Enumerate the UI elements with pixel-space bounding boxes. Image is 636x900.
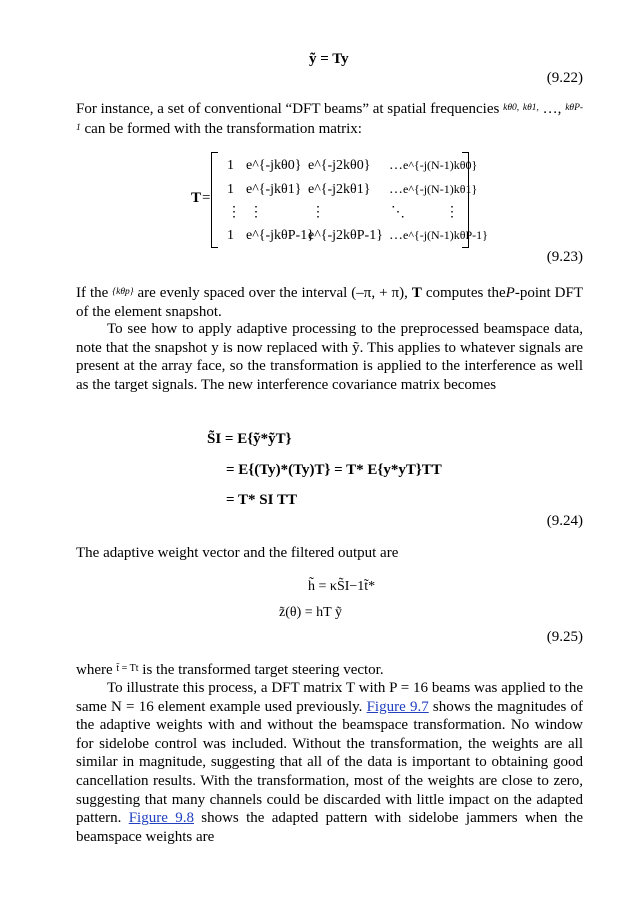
matrix-cell: 1	[227, 182, 234, 197]
paragraph-illustrate-process: To illustrate this process, a DFT matrix T with P = 16 beams was applied to the same N = 16 element example used previously. Figure 9.7 shows the magnitudes of the adaptive weights with and without the beamspace transformation. No window for sidelobe control was included. Without the transformation, the weights are all similar in magnitude, suggesting that all of the data is important to obtaining good cancellation results. With the transformation, most of the weights are close to zero, suggesting that many channels could be discarded with little impact on the adapted pattern. Figure 9.8 shows the adapted pattern with sidelobe jammers when the beamspace weights are	[76, 680, 584, 845]
matrix-cell: e^{-j(N-1)kθ0}	[403, 158, 478, 172]
symbol-k-theta-0: kθ0,	[503, 103, 520, 113]
matrix-cell: ⋮	[445, 205, 459, 220]
equation-9-24-line-1: S̃I = E{ỹ*ỹT}	[207, 431, 292, 447]
equation-9-23-matrix: T = 1 e^{-jkθ0} e^{-j2kθ0} … 1 e^{-jkθ1} e^{-j2kθ1} … ⋮ ⋮ ⋮ ⋱ 1 e^{-jkθP-1} e^{-j2kθP-1} …	[191, 152, 471, 248]
matrix-cell: ⋮	[311, 205, 325, 220]
matrix-left-bracket	[211, 152, 218, 248]
equation-number-9-23: (9.23)	[546, 249, 583, 265]
matrix-cell: e^{-jkθP-1}	[246, 228, 314, 243]
matrix-cell: e^{-jkθ1}	[246, 182, 302, 197]
matrix-cell: ⋮	[249, 205, 263, 220]
equation-9-25-line-2: z̃(θ) = hT ỹ	[279, 605, 342, 620]
matrix-cell: …	[389, 228, 403, 243]
matrix-cell: e^{-j2kθ0}	[308, 158, 371, 173]
matrix-cell: e^{-j(N-1)kθ1}	[403, 182, 478, 196]
figure-9-7-link[interactable]: Figure 9.7	[366, 698, 429, 715]
equation-number-9-25: (9.25)	[546, 629, 583, 645]
paragraph-adaptive-processing: To see how to apply adaptive processing to the preprocessed beamspace data, note that the snapshot y is now replaced with ỹ. This applies to whatever signals are present at the array face, so the transformation is applied to the interference as well as the target signals. The new interference covariance matrix becomes	[76, 321, 583, 393]
equation-number-9-22: (9.22)	[546, 70, 583, 86]
symbol-k-theta-set: {kθp}	[112, 287, 134, 297]
paragraph-evenly-spaced: If the $^{\{k\theta p\}}$ are evenly spaced over the interval (–π, + π), T computes theP-point DFT of the element snapshot.	[76, 285, 583, 320]
matrix-cell: 1	[227, 158, 234, 173]
paragraph-adaptive-weight: The adaptive weight vector and the filtered output are	[76, 545, 399, 561]
matrix-cell: e^{-jkθ0}	[246, 158, 302, 173]
matrix-cell: …	[389, 158, 403, 173]
equation-9-25-line-1: h̃ = κS̃I−1t̃*	[308, 579, 376, 594]
equation-number-9-24: (9.24)	[546, 513, 583, 529]
figure-9-8-link[interactable]: Figure 9.8	[128, 810, 194, 827]
symbol-k-theta-1: kθ1,	[522, 103, 539, 113]
equation-9-24-line-2: = E{(Ty)*(Ty)T} = T* E{y*yT}TT	[226, 462, 442, 478]
symbol-transformed-steering: t̃ = Tt	[116, 663, 139, 674]
matrix-cell: …	[389, 182, 403, 197]
equation-9-22-expr: ỹ = Ty	[309, 51, 349, 67]
matrix-cell: 1	[227, 228, 234, 243]
matrix-cell: e^{-j2kθ1}	[308, 182, 371, 197]
equation-9-24-line-3: = T* SI TT	[226, 492, 297, 508]
paragraph-dft-beams: For instance, a set of conventional “DFT beams” at spatial frequencies $^{k\theta 0,}$ $^{k\theta 1,}$ …, $^{k\theta P-1}$ can be formed with the transformation matrix:	[76, 101, 584, 137]
matrix-cell: ⋮	[227, 205, 241, 220]
matrix-label: T	[191, 190, 202, 206]
paragraph-where-steering: where $^{t̃ = Tt}$ is the transformed target steering vector.	[76, 662, 384, 678]
equation-9-22	[309, 50, 349, 68]
matrix-cell: ⋱	[391, 205, 405, 220]
matrix-cell: e^{-j(N-1)kθP-1}	[403, 228, 488, 242]
matrix-cell: e^{-j2kθP-1}	[308, 228, 383, 243]
symbol-k-theta-p-1: kθP-1	[76, 103, 584, 133]
